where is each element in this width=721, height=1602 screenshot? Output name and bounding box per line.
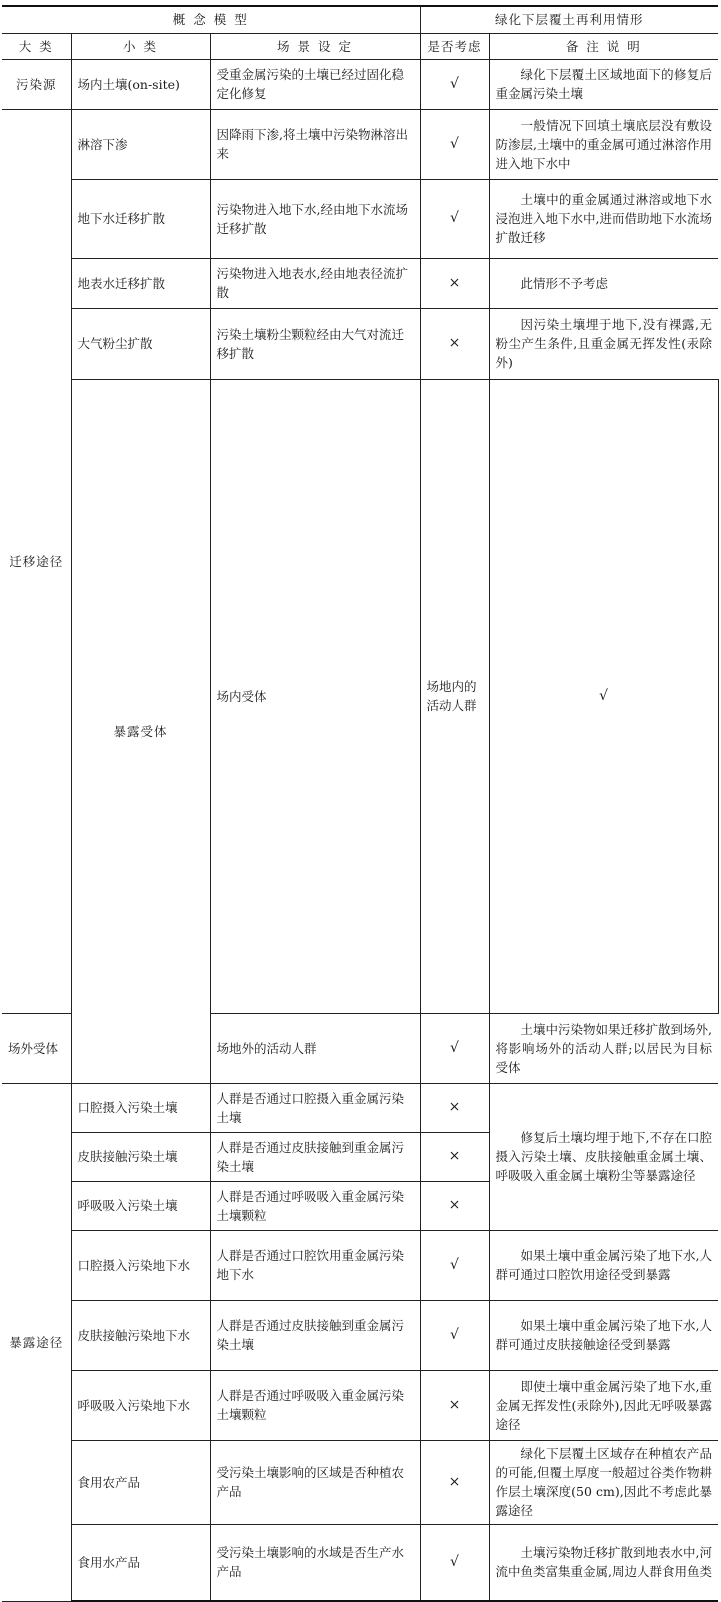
considered-mark: × xyxy=(420,1132,489,1181)
scenario-cell: 污染物进入地下水,经由地下水流场迁移扩散 xyxy=(210,179,420,258)
considered-mark: √ xyxy=(420,109,489,179)
table-row xyxy=(2,109,718,179)
minor-cell: 场内土壤(on-site) xyxy=(71,59,210,109)
note-cell: 绿化下层覆土区域地面下的修复后重金属污染土壤 xyxy=(489,59,718,109)
table-row xyxy=(2,1524,718,1601)
minor-cell: 地表水迁移扩散 xyxy=(71,258,210,308)
header-major-category: 大 类 xyxy=(2,33,71,59)
minor-cell: 淋溶下渗 xyxy=(71,109,210,179)
considered-mark: × xyxy=(420,1440,489,1524)
minor-cell: 皮肤接触污染地下水 xyxy=(71,1300,210,1370)
table-row xyxy=(2,1230,718,1300)
note-cell: 土壤污染物迁移扩散到地表水中,河流中鱼类富集重金属,周边人群食用鱼类 xyxy=(489,1524,718,1601)
header-conceptual-model: 概 念 模 型 xyxy=(2,6,420,33)
category-migration: 迁移途径 xyxy=(2,109,71,1013)
header-considered: 是否考虑 xyxy=(420,33,489,59)
header-minor-category: 小 类 xyxy=(71,33,210,59)
scenario-cell: 人群是否通过皮肤接触到重金属污染土壤 xyxy=(210,1300,420,1370)
note-cell: 土壤中污染物如果迁移扩散到场外,将影响场外的活动人群;以居民为目标受体 xyxy=(489,1013,718,1083)
considered-mark: √ xyxy=(420,179,489,258)
table-row xyxy=(2,258,718,308)
scenario-cell: 场地外的活动人群 xyxy=(210,1013,420,1083)
category-receptor: 暴露受体 xyxy=(71,379,210,1083)
scenario-cell: 受污染土壤影响的区域是否种植农产品 xyxy=(210,1440,420,1524)
table-row xyxy=(2,1440,718,1524)
minor-cell: 地下水迁移扩散 xyxy=(71,179,210,258)
document-page xyxy=(2,5,718,1602)
minor-cell: 皮肤接触污染土壤 xyxy=(71,1132,210,1181)
scenario-cell: 人群是否通过皮肤接触到重金属污染土壤 xyxy=(210,1132,420,1181)
considered-mark: × xyxy=(420,1181,489,1230)
header-row-columns xyxy=(2,33,718,59)
considered-mark: √ xyxy=(420,1013,489,1083)
category-exposure: 暴露途径 xyxy=(2,1083,71,1601)
scenario-cell: 人群是否通过口腔饮用重金属污染地下水 xyxy=(210,1230,420,1300)
category-source: 污染源 xyxy=(2,59,71,109)
note-cell: 绿化下层覆土区域存在种植农产品的可能,但覆土厚度一般超过谷类作物耕作层土壤深度(50 cm),因此不考虑此暴露途径 xyxy=(489,1440,718,1524)
minor-cell: 大气粉尘扩散 xyxy=(71,308,210,379)
minor-cell: 食用水产品 xyxy=(71,1524,210,1601)
scenario-cell: 污染物进入地表水,经由地表径流扩散 xyxy=(210,258,420,308)
note-cell-merged: 修复后土壤均埋于地下,不存在口腔摄入污染土壤、皮肤接触重金属土壤、呼吸吸入重金属土壤粉尘等暴露途径 xyxy=(489,1083,718,1230)
note-cell: 土壤中的重金属通过淋溶或地下水浸泡进入地下水中,进而借助地下水流场扩散迁移 xyxy=(489,179,718,258)
minor-cell: 场内受体 xyxy=(210,379,420,1013)
table-row xyxy=(2,308,718,379)
table-row xyxy=(2,1370,718,1440)
minor-cell: 呼吸吸入污染土壤 xyxy=(71,1181,210,1230)
header-reuse-scenario: 绿化下层覆土再利用情形 xyxy=(420,6,718,33)
considered-mark: √ xyxy=(420,1300,489,1370)
header-scenario: 场 景 设 定 xyxy=(210,33,420,59)
table-row xyxy=(2,379,718,1013)
note-cell: 一般情况下回填土壤底层没有敷设防渗层,土壤中的重金属可通过淋溶作用进入地下水中 xyxy=(489,109,718,179)
scenario-cell: 人群是否通过呼吸吸入重金属污染土壤颗粒 xyxy=(210,1370,420,1440)
minor-cell: 场外受体 xyxy=(2,1013,71,1083)
minor-cell: 食用农产品 xyxy=(71,1440,210,1524)
note-cell: 如果土壤中重金属污染了地下水,人群可通过口腔饮用途径受到暴露 xyxy=(489,1230,718,1300)
scenario-cell: 受污染土壤影响的水域是否生产水产品 xyxy=(210,1524,420,1601)
considered-mark: √ xyxy=(489,379,718,1013)
note-cell: 如果土壤中重金属污染了地下水,人群可通过皮肤接触途径受到暴露 xyxy=(489,1300,718,1370)
scenario-cell: 受重金属污染的土壤已经过固化稳定化修复 xyxy=(210,59,420,109)
minor-cell: 口腔摄入污染地下水 xyxy=(71,1230,210,1300)
considered-mark: × xyxy=(420,1083,489,1132)
considered-mark: × xyxy=(420,258,489,308)
considered-mark: × xyxy=(420,1370,489,1440)
scenario-cell: 场地内的活动人群 xyxy=(420,379,489,1013)
header-note: 备 注 说 明 xyxy=(489,33,718,59)
table-row xyxy=(2,1083,718,1132)
minor-cell: 呼吸吸入污染地下水 xyxy=(71,1370,210,1440)
note-cell: 即使土壤中重金属污染了地下水,重金属无挥发性(汞除外),因此无呼吸暴露途径 xyxy=(489,1370,718,1440)
scenario-cell: 人群是否通过口腔摄入重金属污染土壤 xyxy=(210,1083,420,1132)
considered-mark: √ xyxy=(420,1230,489,1300)
note-cell: 因污染土壤埋于地下,没有裸露,无粉尘产生条件,且重金属无挥发性(汞除外) xyxy=(489,308,718,379)
note-cell: 此情形不予考虑 xyxy=(489,258,718,308)
considered-mark: √ xyxy=(420,1524,489,1601)
header-row-group xyxy=(2,6,718,33)
considered-mark: √ xyxy=(420,59,489,109)
table-row xyxy=(2,179,718,258)
table-row xyxy=(2,1300,718,1370)
minor-cell: 口腔摄入污染土壤 xyxy=(71,1083,210,1132)
conceptual-model-table xyxy=(2,5,718,1602)
scenario-cell: 污染土壤粉尘颗粒经由大气对流迁移扩散 xyxy=(210,308,420,379)
table-row xyxy=(2,59,718,109)
scenario-cell: 因降雨下渗,将土壤中污染物淋溶出来 xyxy=(210,109,420,179)
scenario-cell: 人群是否通过呼吸吸入重金属污染土壤颗粒 xyxy=(210,1181,420,1230)
considered-mark: × xyxy=(420,308,489,379)
